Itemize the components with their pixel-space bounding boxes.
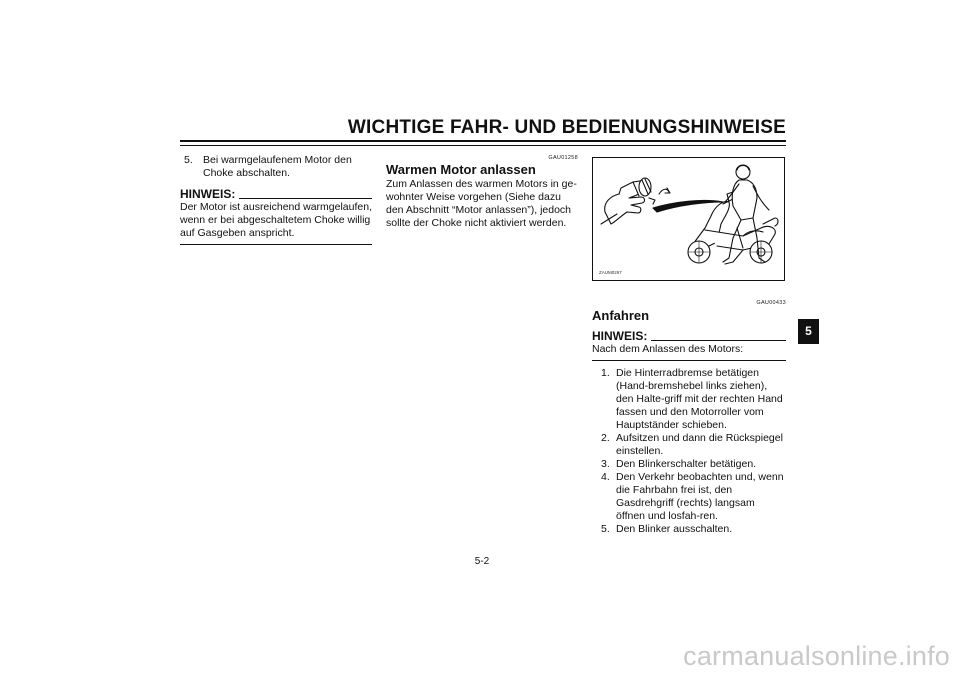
section-text: Zum Anlassen des warmen Motors in ge-wohnter Weise vorgehen (Siehe dazu den Abschnitt “Motor anlassen”), jedoch sollte der Choke nicht aktiviert werden. — [386, 178, 577, 229]
column-left — [180, 154, 372, 245]
note-header-rule — [239, 198, 372, 199]
note-bottom-rule — [592, 360, 786, 361]
step-list — [180, 154, 372, 180]
page-title: WICHTIGE FAHR- UND BEDIENUNGSHINWEISE — [347, 117, 786, 138]
step-number: 4. — [601, 471, 610, 483]
column-right — [592, 300, 786, 536]
title-rule-thick — [180, 140, 786, 142]
note-bottom-rule — [180, 244, 372, 245]
figure-code: ZAUM0267 — [599, 270, 622, 275]
section-code: GAU00433 — [756, 300, 786, 306]
step-text: Bei warmgelaufenem Motor den Choke abschalten. — [203, 154, 352, 179]
title-rule-thin — [180, 145, 786, 146]
step-list — [592, 367, 786, 536]
step-number: 3. — [601, 458, 610, 470]
step-number: 5. — [184, 154, 193, 166]
step-text: Die Hinterradbremse betätigen (Hand-bremshebel links ziehen), den Halte-griff mit der rechten Hand fassen und den Motorroller vom Hauptständer schieben. — [616, 367, 783, 431]
note-label: HINWEIS: — [180, 187, 236, 201]
step-item — [592, 458, 786, 471]
section-heading: Anfahren — [592, 308, 650, 323]
step-text: Den Blinker ausschalten. — [616, 523, 733, 535]
step-item — [592, 367, 786, 432]
note-text: Nach dem Anlassen des Motors: — [592, 343, 744, 355]
step-text: Den Blinkerschalter betätigen. — [616, 458, 757, 470]
section-heading: Warmen Motor anlassen — [386, 162, 536, 177]
note-header — [180, 188, 372, 201]
note-box — [180, 188, 372, 245]
chapter-tab: 5 — [798, 319, 819, 344]
column-middle — [386, 154, 578, 230]
step-item — [180, 154, 372, 180]
step-number: 5. — [601, 523, 610, 535]
note-header — [592, 330, 786, 343]
step-item — [592, 523, 786, 536]
step-text: Den Verkehr beobachten und, wenn die Fahrbahn frei ist, den Gasdrehgriff (rechts) langsam öffnen und losfah-ren. — [616, 471, 784, 522]
watermark: carmanualsonline.info — [683, 641, 950, 671]
scooter-illustration — [592, 157, 785, 281]
step-number: 2. — [601, 432, 610, 444]
step-text: Aufsitzen und dann die Rückspiegel einstellen. — [616, 432, 783, 457]
step-number: 1. — [601, 367, 610, 379]
step-item — [592, 471, 786, 523]
scooter-rider-drawing — [593, 158, 784, 280]
step-item — [592, 432, 786, 458]
note-text: Der Motor ist ausreichend warmgelaufen, wenn er bei abgeschaltetem Choke willig auf Gasgeben anspricht. — [180, 201, 373, 239]
page-number: 5-2 — [474, 556, 490, 567]
note-box — [592, 330, 786, 361]
section-code: GAU01258 — [548, 155, 578, 161]
note-header-rule — [651, 340, 786, 341]
note-label: HINWEIS: — [592, 329, 648, 343]
